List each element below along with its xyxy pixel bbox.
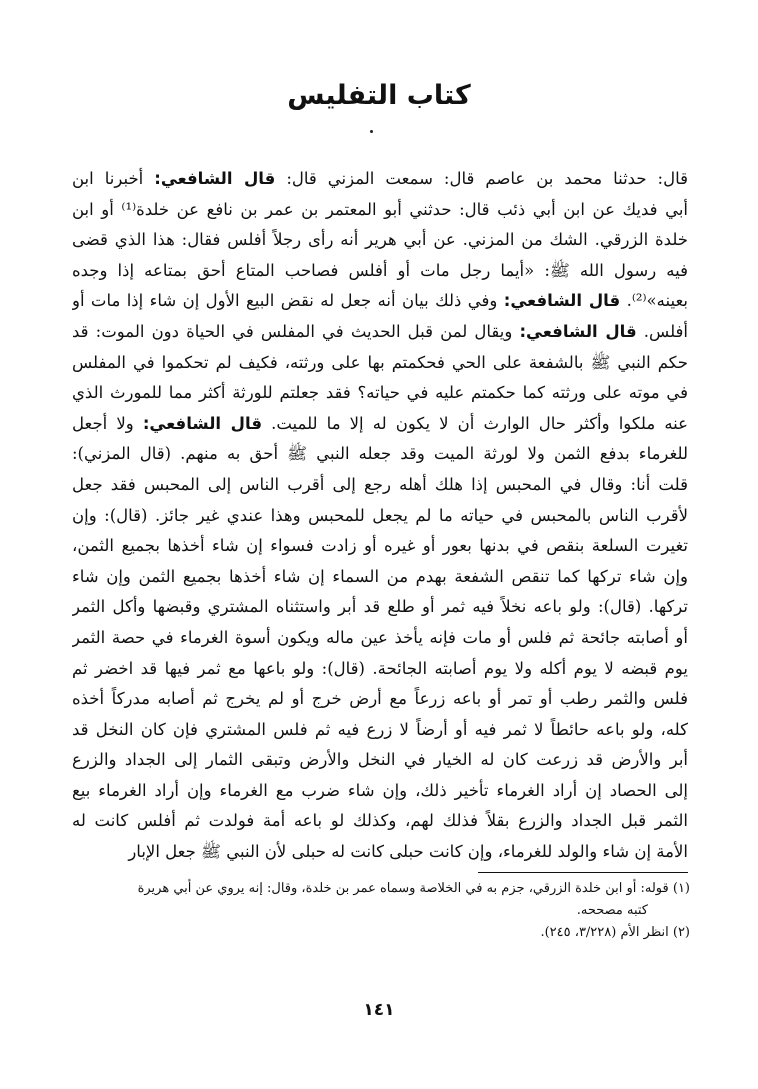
speaker-label: قال الشافعي:	[519, 321, 637, 341]
text-run: ويقال لمن قبل الحديث في المفلس في الحياة دون الموت: قد	[72, 321, 520, 341]
text-run: أفلس.	[636, 321, 688, 341]
text-run: في موته على ورثته كما حكمتم عليه في حياته؟ فقد جعلتم للورثة أكثر مما للمورث الذي	[72, 383, 688, 403]
text-line	[72, 715, 688, 746]
text-line	[72, 837, 688, 868]
footnote-2: (٢) انظر الأم (٣/٢٢٨، ٢٤٥).	[540, 925, 690, 940]
text-run: كله، ولو باعه حائطاً لا ثمر فيه أو أرضاً لا زرع فيه ثم فلس المشتري فإن كان النخل قد	[72, 719, 688, 739]
text-run: أبي فديك عن ابن أبي ذئب قال: حدثني أبو المعتمر بن عمر بن نافع عن خلدة⁽¹⁾ أو ابن	[72, 199, 688, 219]
text-run: فيه رسول الله ﷺ: «أيما رجل مات أو أفلس فصاحب المتاع أحق بمتاعه إذا وجده	[72, 260, 688, 280]
text-run: خلدة الزرقي. الشك من المزني. عن أبي هرير أنه رأى رجلاً أفلس فقال: هذا الذي قضى	[72, 230, 688, 250]
text-run: عنه ملكوا وأكثر حال الوارث أن لا يكون له إلا ما للميت.	[262, 413, 688, 433]
text-run: يوم قبضه لا يوم أكله ولا يوم أصابته الجائحة. (قال): ولو باعها مع ثمر فيها قد اخضر ثم	[72, 658, 688, 678]
text-run: أبر والأرض قد زرعت كان له الخيار في النخل والأرض وتبقى الثمار إلى الجداد والزرع	[72, 750, 688, 770]
text-run: حكم النبي ﷺ بالشفعة على الحي فحكمتم بها على ورثته، فكيف لم تحكموا في المفلس	[72, 352, 688, 372]
text-line	[72, 654, 688, 685]
text-line	[72, 378, 688, 409]
text-line	[72, 317, 688, 348]
text-run: الأمة إن شاء والولد للغرماء، وإن كانت حبلى كانت له حبلى لأن النبي ﷺ جعل الإبار	[128, 842, 688, 862]
text-run: الثمر قبل الجداد والزرع بقلاً فذلك لهم، وكذلك لو باعه أمة فولدت ثم أفلس كانت له	[72, 811, 688, 831]
text-line	[72, 225, 688, 256]
footnote-divider	[478, 872, 688, 873]
text-line	[72, 409, 688, 440]
text-line	[72, 684, 688, 715]
text-line	[72, 348, 688, 379]
text-line	[72, 164, 688, 195]
text-run: وإن شاء تركها كما تنقص الشفعة بهدم من السماء إن شاء أخذها بجميع الثمن وإن شاء	[72, 566, 688, 586]
speaker-label: قال الشافعي:	[503, 291, 621, 311]
text-line	[72, 286, 688, 317]
text-line	[72, 531, 688, 562]
speaker-label: قال الشافعي:	[154, 169, 276, 188]
text-run: أخبرنا ابن	[72, 169, 155, 188]
text-line	[72, 623, 688, 654]
text-run: تغيرت السلعة بنقص في بدنها بعور أو غيره أو زادت فسواء إن شاء أخذها بجميع الثمن،	[72, 536, 688, 556]
text-run: أو أصابته جائحة ثم فلس أو مات فإنه يأخذ عين ماله ويكون أسوة الغرماء في حصة الثمر	[72, 627, 688, 647]
text-line	[72, 501, 688, 532]
text-run: بعينه»⁽²⁾.	[620, 291, 688, 311]
footnote-1-continuation: كتبه مصححه.	[576, 903, 648, 918]
text-run: فلس والثمر رطب أو تمر أو باعه زرعاً مع أرض خرج أو لم يخرج ثم أصابه مدركاً أخذه	[72, 689, 688, 709]
speaker-label: قال الشافعي:	[142, 413, 262, 433]
page-title: كتاب التفليس	[287, 80, 471, 111]
page-number: ١٤١	[363, 1000, 395, 1020]
text-run: وفي ذلك بيان أنه جعل له نقض البيع الأول إن شاء إذا مات أو	[72, 291, 504, 311]
text-line	[72, 592, 688, 623]
text-run: ولا أجعل	[72, 413, 143, 433]
footnotes	[100, 878, 690, 944]
text-run: إلى الحصاد إن أراد الغرماء تأخير ذلك، وإن شاء ضرب مع الغرماء وإن أراد الغرماء بيع	[72, 780, 688, 800]
text-line	[72, 745, 688, 776]
text-line	[72, 806, 688, 837]
text-line	[72, 776, 688, 807]
text-run: قلت أنا: وقال في المحبس إذا هلك أهله رجع إلى أقرب الناس إلى المحبس فقد جعل	[72, 474, 688, 494]
text-run: لأقرب الناس بالمحبس في حياته ما لم يجعل للمحبس وهذا عندي غير جائز. (قال): وإن	[72, 505, 688, 525]
text-line	[72, 195, 688, 226]
text-line	[72, 439, 688, 470]
text-run: للغرماء بدفع الثمن ولا لورثة الميت وقد جعله النبي ﷺ أحق به منهم. (قال المزني):	[72, 444, 688, 464]
text-line	[72, 562, 688, 593]
text-line	[72, 256, 688, 287]
footnote-1: (١) قوله: أو ابن خلدة الزرقي، جزم به في الخلاصة وسماه عمر بن خلدة، وقال: إنه يروي عن أبي هريرة	[137, 881, 690, 896]
text-run: تركها. (قال): ولو باعه نخلاً فيه ثمر أو طلع قد أبر واستثناه المشتري وقبضها وأكل الثمر	[72, 597, 688, 617]
text-run: قال: حدثنا محمد بن عاصم قال: سمعت المزني قال:	[275, 169, 688, 188]
body-text	[72, 164, 688, 868]
text-line	[72, 470, 688, 501]
ornament-dot	[370, 130, 373, 133]
